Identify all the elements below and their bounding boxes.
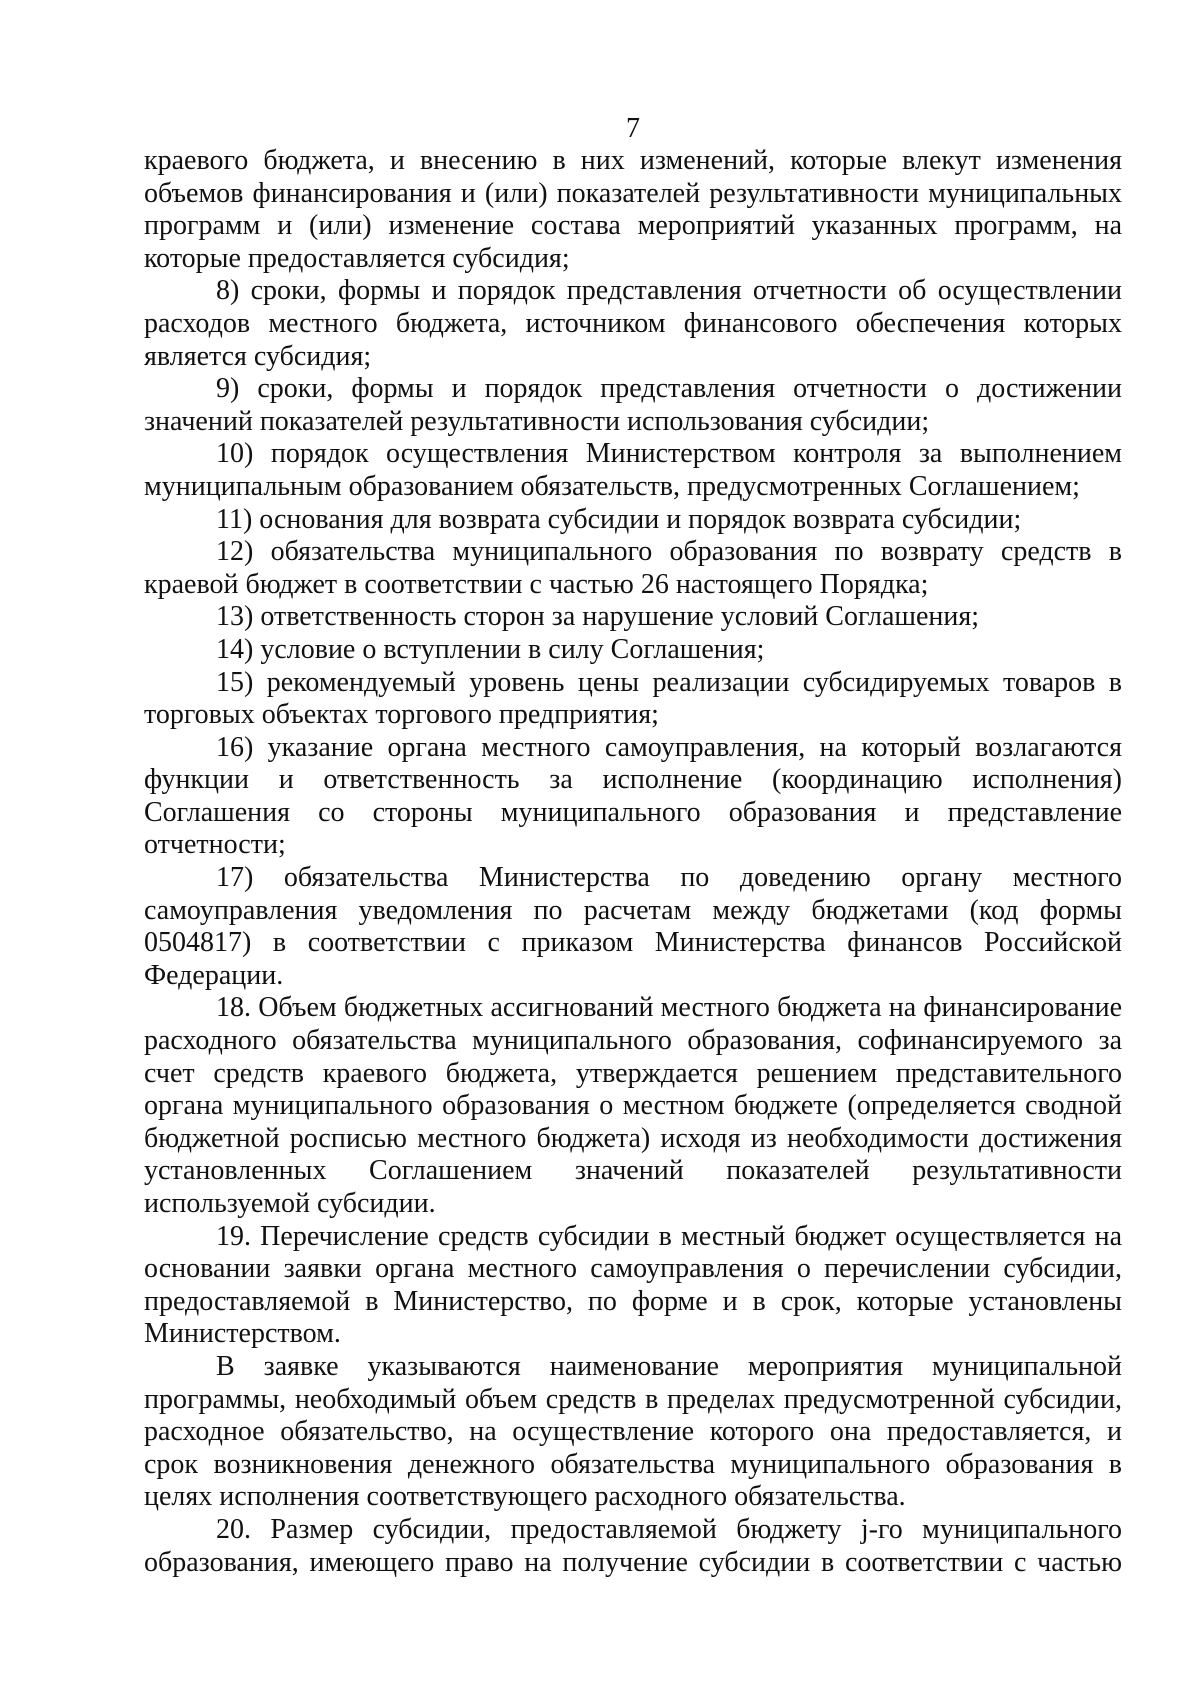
list-item-17: 17) обязательства Министерства по доведению органу местного самоуправления уведомления по расчетам между бюджетами (код формы 0504817) в соответствии с приказом Министерства финансов Российской Федерации. [144, 862, 1122, 991]
section-20: 20. Размер субсидии, предоставляемой бюджету j-го муниципального образования, имеющего право на получение субсидии в соответствии с частью [144, 1513, 1122, 1578]
section-19-request: В заявке указываются наименование мероприятия муниципальной программы, необходимый объем средств в пределах предусмотренной субсидии, расходное обязательство, на осуществление которого она предоставляется, и срок возникновения денежного обязательства муниципального образования в целях исполнения соответствующего расходного обязательства. [144, 1350, 1122, 1513]
list-item-11: 11) основания для возврата субсидии и порядок возврата субсидии; [216, 503, 1022, 535]
list-item-13: 13) ответственность сторон за нарушение условий Соглашения; [216, 601, 980, 633]
list-item-14: 14) условие о вступлении в силу Соглашения; [216, 633, 765, 665]
page-number: 7 [626, 113, 640, 144]
section-19: 19. Перечисление средств субсидии в местный бюджет осуществляется на основании заявки органа местного самоуправления о перечислении субсидии, предоставляемой в Министерство, по форме и в срок, которые установлены Министерством. [144, 1220, 1122, 1350]
section-18: 18. Объем бюджетных ассигнований местного бюджета на финансирование расходного обязательства муниципального образования, софинансируемого за счет средств краевого бюджета, утверждается решением представительного органа муниципального образования о местном бюджете (определяется сводной бюджетной росписью местного бюджета) исходя из необходимости достижения установленных Соглашением значений показателей результативности используемой субсидии. [144, 992, 1122, 1219]
list-item-9: 9) сроки, формы и порядок представления отчетности о достижении значений показателей результативности использования субсидии; [144, 373, 1122, 437]
document-page [144, 113, 1122, 1579]
list-item-12: 12) обязательства муниципального образования по возврату средств в краевой бюджет в соответствии с частью 26 настоящего Порядка; [144, 536, 1122, 600]
list-item-10: 10) порядок осуществления Министерством контроля за выполнением муниципальным образованием обязательств, предусмотренных Соглашением; [144, 438, 1122, 502]
list-item-16: 16) указание органа местного самоуправления, на который возлагаются функции и ответственность за исполнение (координацию исполнения) Соглашения со стороны муниципального образования и представление отчетности; [144, 731, 1122, 861]
list-item-8: 8) сроки, формы и порядок представления отчетности об осуществлении расходов местного бюджета, источником финансового обеспечения которых является субсидия; [144, 275, 1122, 372]
paragraph-continuation: краевого бюджета, и внесению в них изменений, которые влекут изменения объемов финансирования и (или) показателей результативности муниципальных программ и (или) изменение состава мероприятий указанных программ, на которые предоставляется субсидия; [144, 145, 1122, 274]
list-item-15: 15) рекомендуемый уровень цены реализации субсидируемых товаров в торговых объектах торгового предприятия; [144, 666, 1122, 731]
